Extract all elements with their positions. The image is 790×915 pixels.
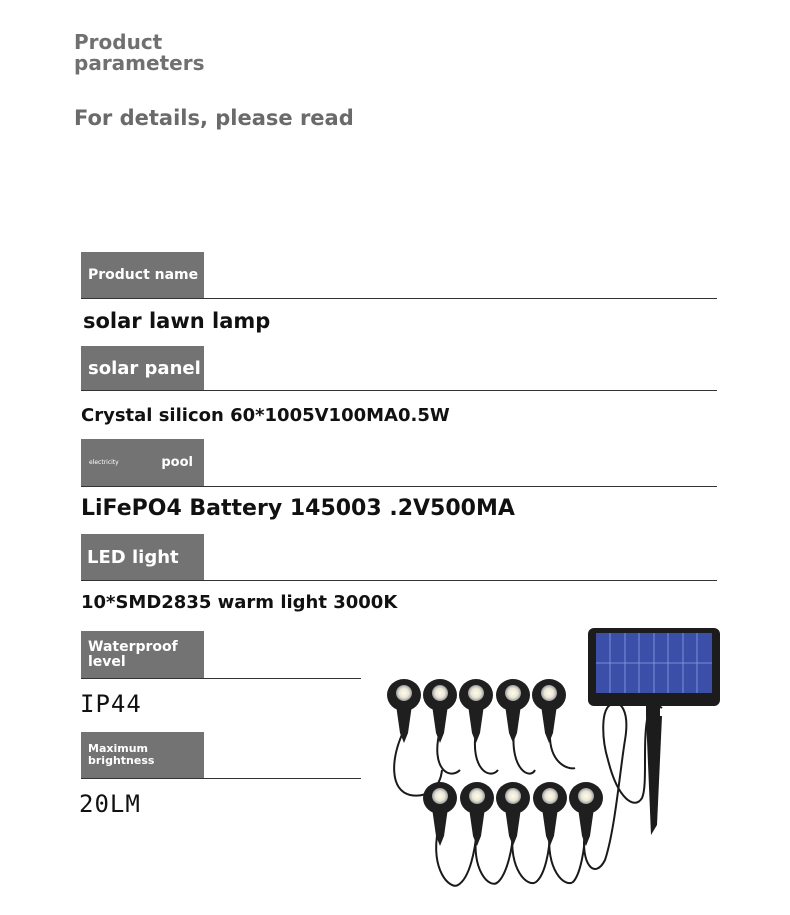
page-subtitle: For details, please read	[74, 106, 354, 130]
waterproof-label	[81, 631, 204, 678]
title-line-1: Product	[74, 30, 163, 54]
brightness-divider	[81, 778, 361, 779]
waterproof-label-text: Waterproof level	[88, 638, 178, 670]
title-line-2: parameters	[74, 51, 205, 75]
battery-label-text: pool	[161, 455, 193, 470]
led-light-divider	[81, 580, 717, 581]
battery-value: LiFePO4 Battery 145003 .2V500MA	[81, 496, 515, 521]
solar-panel-value: Crystal silicon 60*1005V100MA0.5W	[81, 405, 450, 426]
battery-divider	[81, 486, 717, 487]
battery-label	[81, 439, 204, 486]
brightness-label	[81, 732, 204, 778]
product-name-label: Product name	[81, 252, 204, 298]
led-light-value: 10*SMD2835 warm light 3000K	[81, 592, 398, 613]
page-title	[74, 32, 274, 74]
brightness-label-text: Maximum brightness	[88, 742, 155, 767]
led-light-label: LED light	[81, 534, 204, 580]
waterproof-divider	[81, 678, 361, 679]
waterproof-value: IP44	[80, 690, 142, 718]
solar-lawn-lamp-set-icon	[380, 620, 730, 895]
product-name-value: solar lawn lamp	[83, 309, 271, 333]
product-name-divider	[81, 298, 717, 299]
brightness-value: 20LM	[79, 790, 141, 818]
solar-panel-divider	[81, 390, 717, 391]
solar-panel-label: solar panel	[81, 346, 204, 390]
battery-label-small: electricity	[89, 459, 119, 466]
